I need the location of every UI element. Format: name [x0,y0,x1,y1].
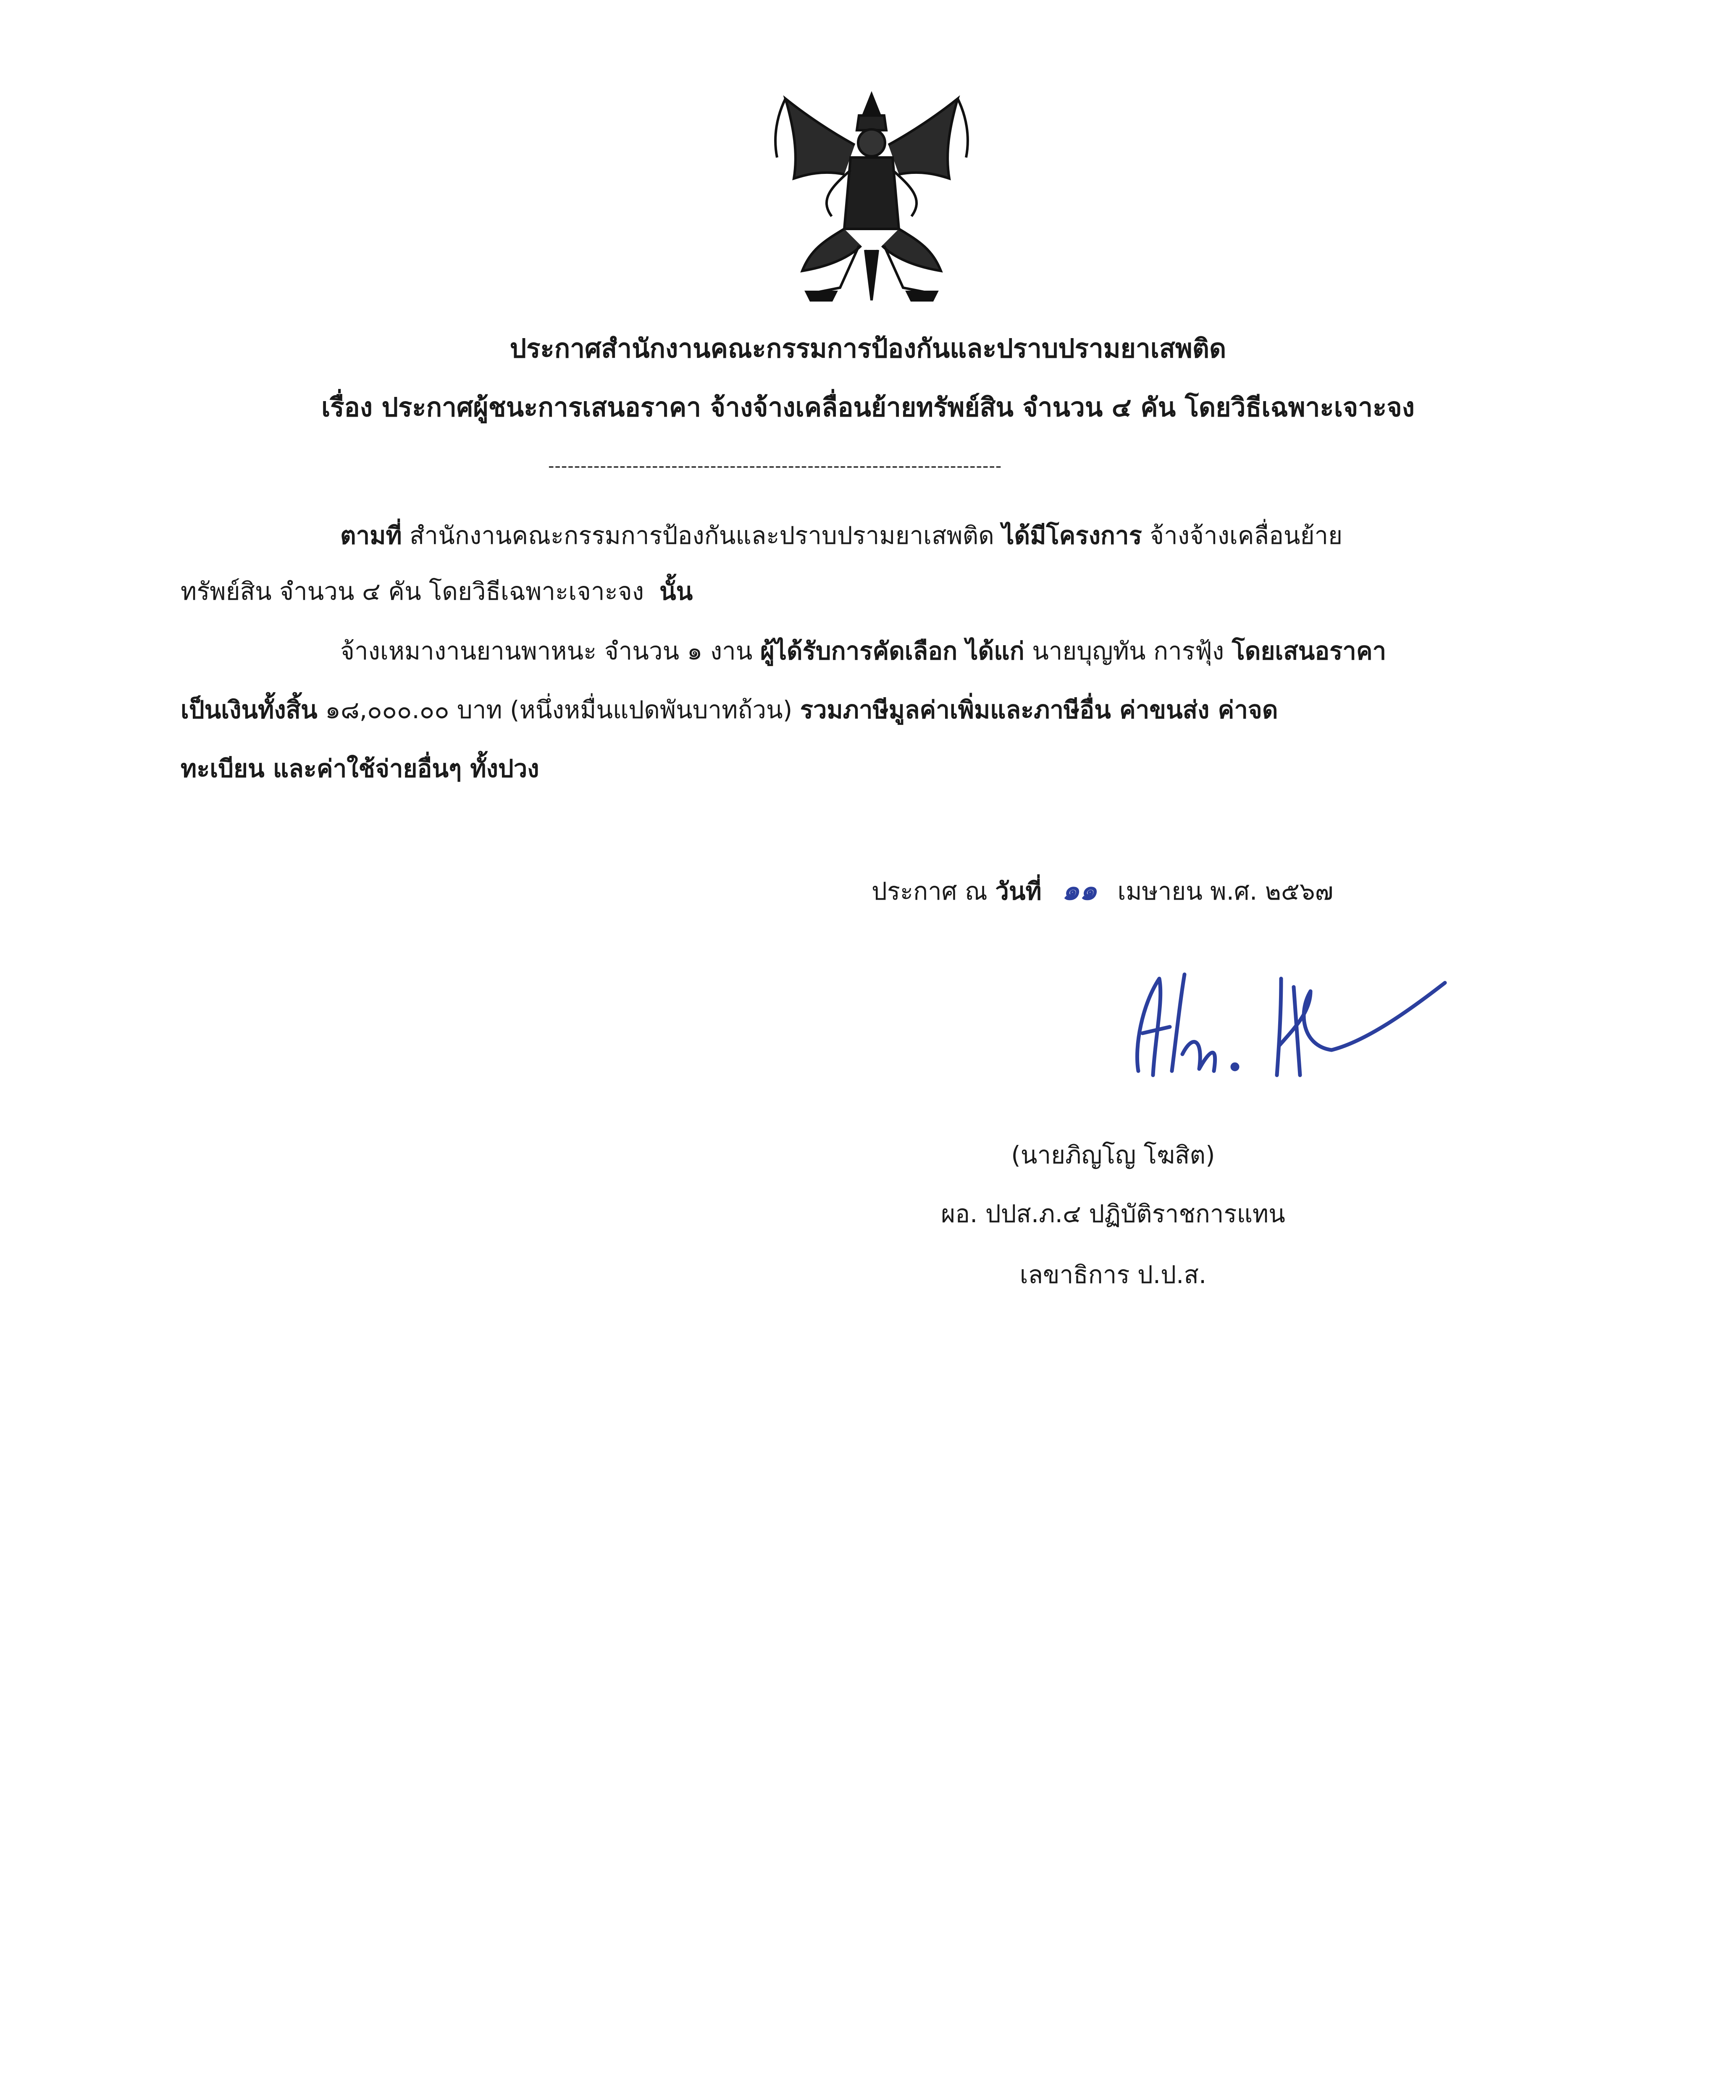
p2-tax-label: รวมภาษีมูลค่าเพิ่มและภาษีอื่น ค่าขนส่ง ค่าจด [800,696,1278,724]
signatory-name: (นายภิญโญ โฆสิต) [1011,1141,1215,1169]
paragraph-2-line-3 [181,752,539,785]
p1-lead: ตามที่ [340,521,402,550]
garuda-emblem-icon [769,90,974,309]
p2-winner: นายบุญทัน การฟุ้ง [1032,637,1224,665]
p2-selected-label: ผู้ได้รับการคัดเลือก ได้แก่ [760,637,1024,665]
signatory-position-2: เลขาธิการ ป.ป.ส. [1019,1260,1207,1289]
p1-project-a: จ้างจ้างเคลื่อนย้าย [1150,521,1343,550]
p2-item: จ้างเหมางานยานพาหนะ จำนวน ๑ งาน [340,637,753,665]
subject-label: เรื่อง ประกาศผู้ชนะการเสนอราคา [321,392,701,423]
title-text: ประกาศสำนักงานคณะกรรมการป้องกันและปราบปรามยาเสพติด [510,333,1226,364]
handwritten-signature [1113,949,1458,1109]
date-day: ๑๑ [1062,874,1097,906]
p2-tax-label-2: ทะเบียน และค่าใช้จ่ายอื่นๆ ทั้งปวง [181,754,539,783]
announcement-title [0,332,1736,365]
announcement-date [872,874,1333,908]
subject-text: จ้างจ้างเคลื่อนย้ายทรัพย์สิน จำนวน ๔ คัน โดยวิธีเฉพาะเจาะจง [710,392,1415,423]
signatory-position: ผอ. ปปส.ภ.๔ ปฏิบัติราชการแทน [941,1200,1285,1228]
paragraph-1-line-1 [340,519,1342,552]
p2-amount: ๑๘,๐๐๐.๐๐ บาท (หนึ่งหมื่นแปดพันบาทถ้วน) [325,696,793,724]
p1-project-b: ทรัพย์สิน จำนวน ๔ คัน โดยวิธีเฉพาะเจาะจง [181,577,644,606]
p2-offer-label: โดยเสนอราคา [1232,637,1387,665]
p2-total-label: เป็นเงินทั้งสิ้น [181,696,318,724]
p1-end: นั้น [659,577,693,606]
date-day-label: วันที่ [995,877,1042,906]
paragraph-2-line-1 [340,634,1386,668]
announcement-subject [0,391,1736,424]
date-prefix: ประกาศ ณ [872,877,987,906]
title-divider: ---------------------------------------------------------------------- [548,457,1002,476]
paragraph-2-line-2 [181,693,1278,727]
p1-agency: สำนักงานคณะกรรมการป้องกันและปราบปรามยาเสพติด [410,521,994,550]
p1-has-project: ได้มีโครงการ [1002,521,1142,550]
paragraph-1-line-2 [181,575,693,608]
date-month-year: เมษายน พ.ศ. ๒๕๖๗ [1117,877,1334,906]
